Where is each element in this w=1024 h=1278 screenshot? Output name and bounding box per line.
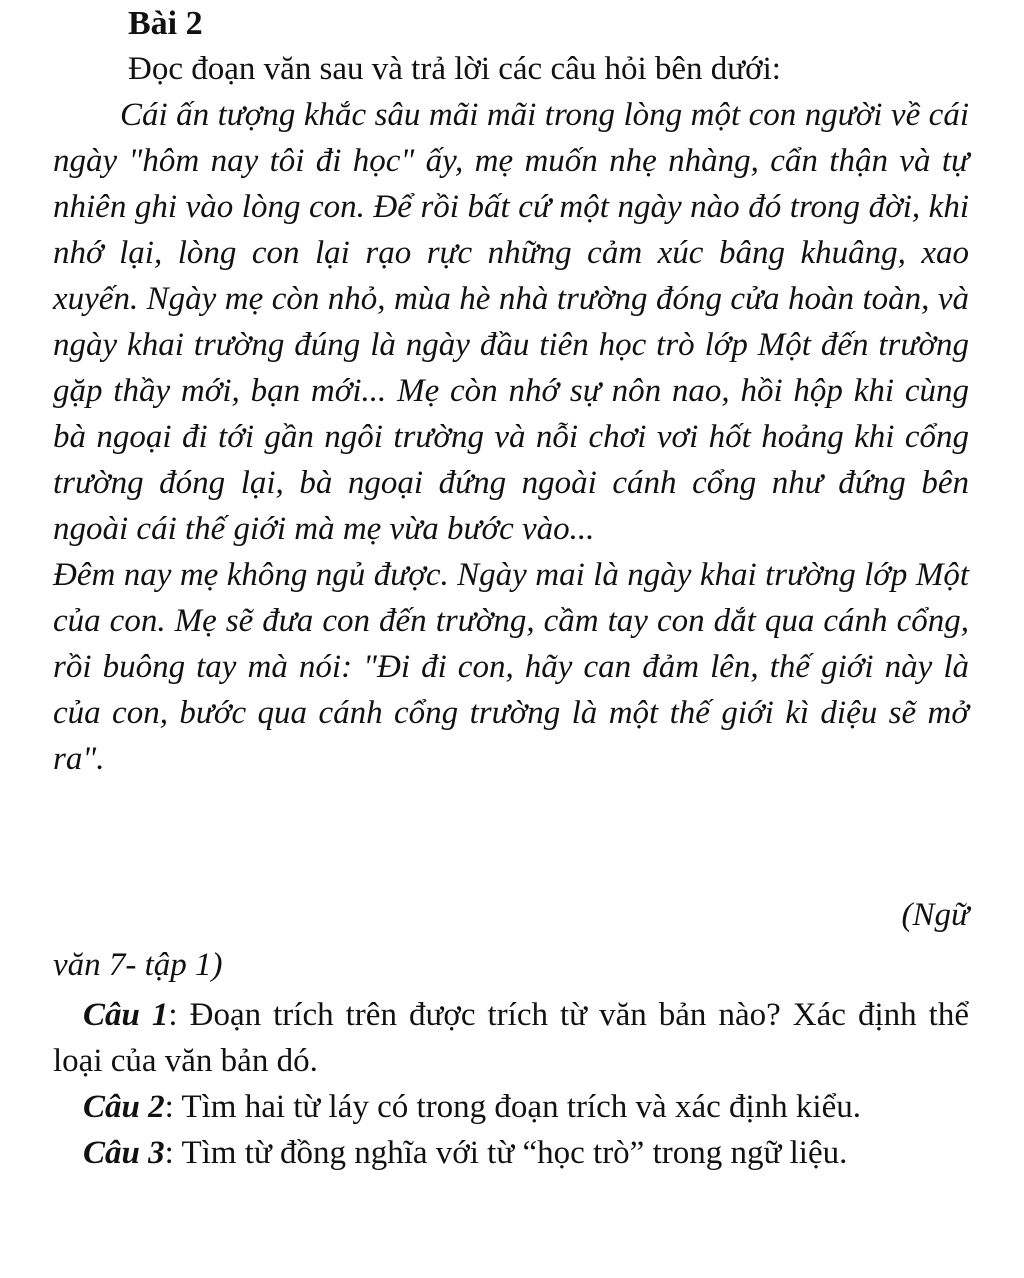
exercise-title: Bài 2 bbox=[128, 5, 203, 42]
question-list bbox=[53, 992, 969, 1176]
passage-paragraph-1: Cái ấn tượng khắc sâu mãi mãi trong lòng một con người về cái ngày "hôm nay tôi đi học" ấy, mẹ muốn nhẹ nhàng, cẩn thận và tự nhiên ghi vào lòng con. Để rồi bất cứ một ngày nào đó trong đời, khi nhớ lại, lòng con lại rạo rực những cảm xúc bâng khuâng, xao xuyến. Ngày mẹ còn nhỏ, mùa hè nhà trường đóng cửa hoàn toàn, và ngày khai trường đúng là ngày đầu tiên học trò lớp Một đến trường gặp thầy mới, bạn mới... Mẹ còn nhớ sự nôn nao, hồi hộp khi cùng bà ngoại đi tới gần ngôi trường và nỗi chơi vơi hốt hoảng khi cổng trường đóng lại, bà ngoại đứng ngoài cánh cổng như đứng bên ngoài cái thế giới mà mẹ vừa bước vào... bbox=[53, 97, 969, 547]
question-1-label: Câu 1 bbox=[83, 997, 169, 1033]
question-1-text: : Đoạn trích trên được trích từ văn bản nào? Xác định thể loại của văn bản dó. bbox=[53, 997, 969, 1079]
source-line-2: văn 7- tập 1) bbox=[53, 947, 223, 983]
exercise-instruction: Đọc đoạn văn sau và trả lời các câu hỏi bên dưới: bbox=[128, 51, 781, 87]
reading-passage bbox=[53, 92, 969, 782]
question-3-label: Câu 3 bbox=[83, 1135, 165, 1171]
question-3-text: : Tìm từ đồng nghĩa với từ “học trò” trong ngữ liệu. bbox=[164, 1135, 848, 1171]
question-3 bbox=[53, 1130, 969, 1176]
source-line-1: (Ngữ bbox=[901, 897, 969, 933]
question-1 bbox=[53, 992, 969, 1084]
question-2-label: Câu 2 bbox=[83, 1089, 165, 1125]
passage-paragraph-2: Đêm nay mẹ không ngủ được. Ngày mai là ngày khai trường lớp Một của con. Mẹ sẽ đưa con đến trường, cầm tay con dắt qua cánh cổng, rồi buông tay mà nói: "Đi đi con, hãy can đảm lên, thế giới này là của con, bước qua cánh cổng trường là một thế giới kì diệu sẽ mở ra". bbox=[53, 557, 969, 777]
passage-source bbox=[53, 890, 969, 990]
question-2 bbox=[53, 1084, 969, 1130]
question-2-text: : Tìm hai từ láy có trong đoạn trích và xác định kiểu. bbox=[164, 1089, 861, 1125]
